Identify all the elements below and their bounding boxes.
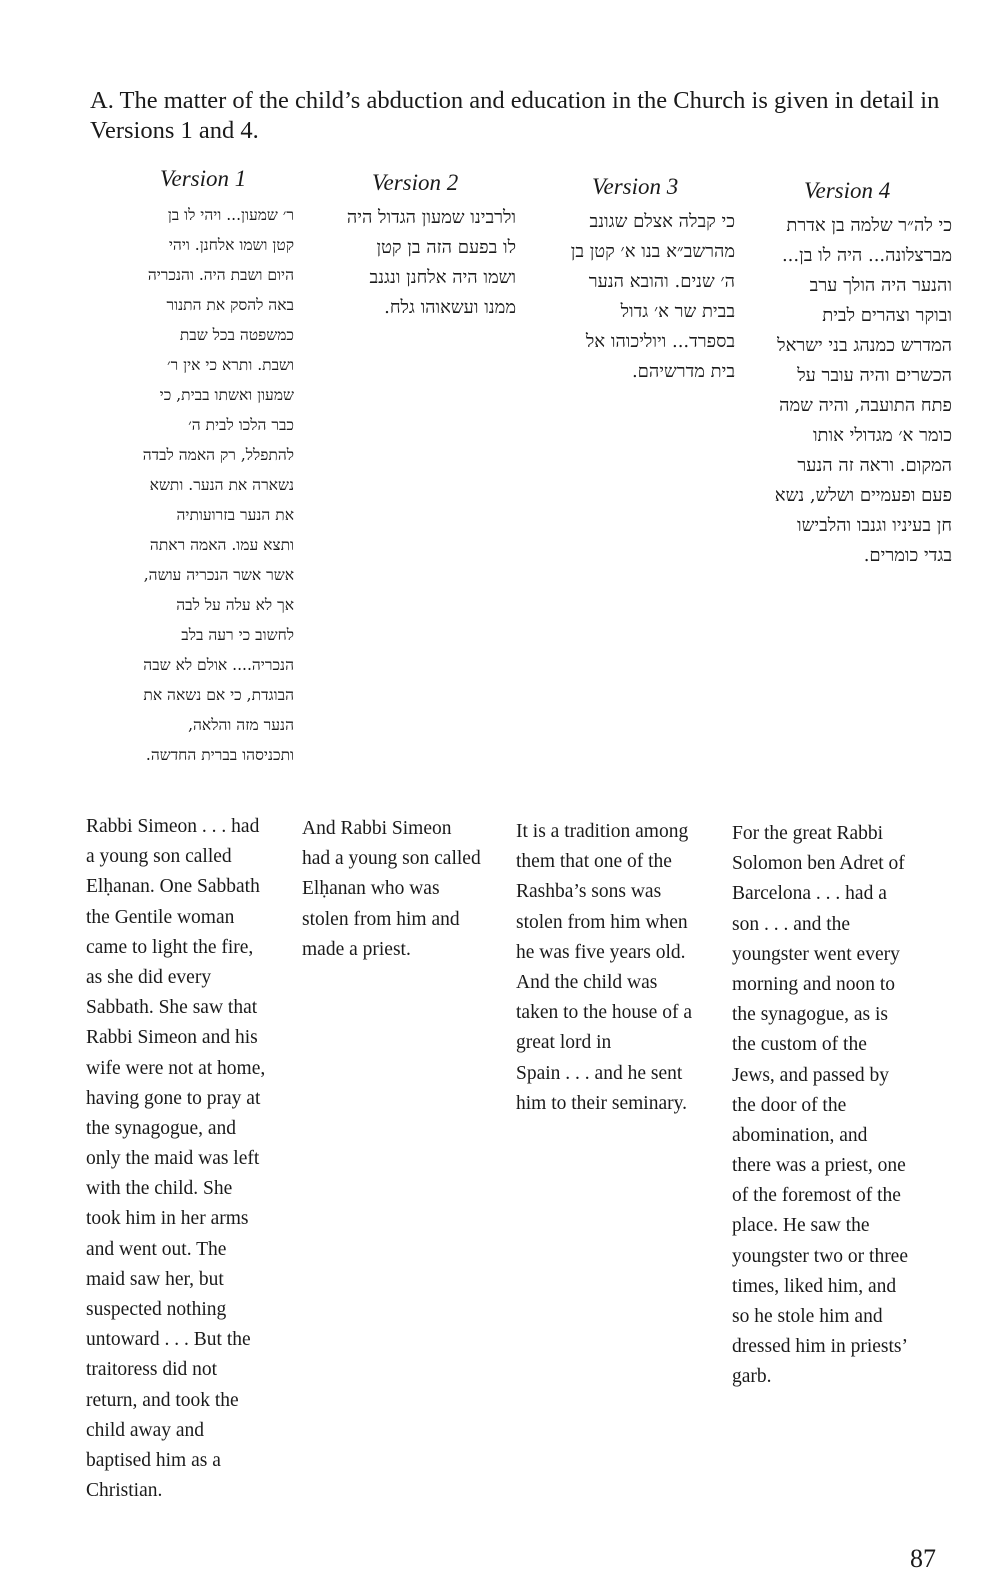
hebrew-line: בספרד... ויוליכוהו אל — [585, 331, 735, 352]
english-line: a young son called — [86, 846, 232, 868]
version-2-english-text — [302, 814, 512, 965]
english-line: child away and — [86, 1419, 205, 1441]
hebrew-line: הנכריה.... אולם לא שבה — [143, 656, 294, 674]
hebrew-line: פתח התועבה, והיה שמה — [779, 395, 952, 416]
hebrew-line: קטן ושמו אלחנן. ויהי — [168, 236, 294, 254]
english-line: Elḥanan. One Sabbath — [86, 876, 260, 898]
version-4-hebrew-text — [742, 211, 952, 571]
english-line: them that one of the — [516, 851, 672, 873]
hebrew-line: לחשוב כי רעה בלב — [181, 626, 294, 644]
english-line: Barcelona . . . had a — [732, 883, 887, 905]
page-number: 87 — [910, 1544, 936, 1573]
hebrew-line: לו בפעם הזה בן קטן — [376, 237, 516, 258]
english-line: maid saw her, but — [86, 1268, 224, 1290]
english-line: Solomon ben Adret of — [732, 853, 905, 875]
english-line: so he stole him and — [732, 1306, 883, 1327]
english-line: times, liked him, and — [732, 1275, 897, 1297]
version-3-english-text — [516, 817, 726, 1119]
hebrew-line: אשר אשר הנכריה עושה, — [143, 566, 294, 584]
english-line: untoward . . . But the — [86, 1329, 251, 1351]
english-line: took him in her arms — [86, 1208, 249, 1230]
english-line: wife were not at home, — [86, 1057, 266, 1079]
english-line: him to their seminary. — [516, 1092, 687, 1114]
hebrew-line: נשארה את הנער. ותשא — [149, 476, 294, 494]
english-line: morning and noon to — [732, 973, 896, 995]
english-line: return, and took the — [86, 1389, 239, 1411]
english-line: place. He saw the — [732, 1215, 870, 1237]
version-3-heading: Version 3 — [592, 174, 679, 199]
hebrew-line: בבית שר א׳ גדול — [620, 301, 735, 322]
hebrew-line: חן בעיניו וגנבו והלבישו — [797, 515, 952, 536]
english-line: made a priest. — [302, 938, 411, 960]
english-line: as she did every — [86, 966, 212, 988]
hebrew-line: אך לא עלה על לבה — [176, 596, 294, 614]
version-1-english-text — [86, 812, 296, 1506]
hebrew-line: בגדי כומרים. — [863, 545, 952, 566]
english-line: youngster two or three — [732, 1245, 908, 1267]
english-line: Elḥanan who was — [302, 878, 440, 900]
english-line: the Gentile woman — [86, 906, 235, 928]
version-2-hebrew-text — [316, 203, 516, 323]
english-line: the synagogue, and — [86, 1117, 237, 1139]
english-line: garb. — [732, 1366, 772, 1388]
hebrew-line: ותצא עמו. האמה ראתה — [149, 536, 294, 554]
hebrew-line: באה להסק את התנור — [166, 296, 294, 314]
english-line: the synagogue, as is — [732, 1004, 888, 1026]
english-line: Rabbi Simeon . . . had — [86, 816, 260, 837]
english-line: abomination, and — [732, 1124, 868, 1146]
hebrew-line: כי לה״ר שלמה בן אדרת — [786, 215, 952, 236]
english-line: and went out. The — [86, 1238, 227, 1260]
hebrew-line: מהרשב״א בנו א׳ קטן בן — [570, 241, 735, 262]
hebrew-line: כבר הלכו לבית ה׳ — [188, 416, 294, 434]
hebrew-line: המדרש כמנהג בני ישראל — [777, 335, 952, 356]
english-line: Spain . . . and he sent — [516, 1062, 683, 1084]
hebrew-line: מברצלונה... היה לו בן... — [781, 245, 952, 266]
hebrew-line: ה׳ שנים. והובא הנער — [588, 271, 735, 292]
english-line: taken to the house of a — [516, 1002, 692, 1024]
hebrew-line: להתפלל, רק האמה לבדה — [142, 446, 294, 464]
english-line: stolen from him and — [302, 908, 460, 930]
english-line: stolen from him when — [516, 911, 688, 933]
hebrew-line: והנער היה הולך ערב — [809, 275, 952, 296]
hebrew-line: ממנו ועשאוהו גלח. — [384, 297, 516, 318]
english-line: And Rabbi Simeon — [302, 818, 452, 839]
english-line: Christian. — [86, 1480, 163, 1502]
english-line: youngster went every — [732, 943, 900, 965]
english-line: the door of the — [732, 1094, 847, 1116]
english-line: Sabbath. She saw that — [86, 997, 258, 1019]
english-line: son . . . and the — [732, 913, 851, 935]
hebrew-line: את הנער בזרועותיה — [176, 506, 294, 524]
hebrew-line: הכשרים והיה עובר על — [797, 365, 952, 386]
english-line: Rabbi Simeon and his — [86, 1027, 258, 1049]
hebrew-line: המקום. וראה זה הנער — [797, 455, 952, 476]
english-line: Rashba’s sons was — [516, 881, 662, 903]
english-line: had a young son called — [302, 848, 481, 870]
version-1-hebrew-text — [104, 200, 294, 770]
english-line: For the great Rabbi — [732, 823, 884, 844]
english-line: suspected nothing — [86, 1299, 227, 1320]
hebrew-line: כמשפטה בכל שבת — [179, 326, 294, 344]
english-line: with the child. She — [86, 1178, 233, 1200]
english-line: the custom of the — [732, 1034, 867, 1056]
english-line: traitoress did not — [86, 1359, 218, 1381]
hebrew-line: היום ושבת היה. והנכריה — [147, 266, 294, 284]
version-4-heading: Version 4 — [804, 178, 891, 203]
english-line: there was a priest, one — [732, 1155, 906, 1177]
english-line: only the maid was left — [86, 1148, 260, 1170]
hebrew-line: ושמו היה אלחנן ונגנב — [369, 267, 516, 288]
english-line: he was five years old. — [516, 941, 686, 963]
hebrew-line: שמעון ואשתו בבית, כי — [159, 386, 294, 404]
hebrew-line: הבוגדת, כי אם נשאה את — [143, 686, 294, 704]
version-1-heading: Version 1 — [160, 166, 247, 191]
english-line: great lord in — [516, 1032, 612, 1054]
english-line: Jews, and passed by — [732, 1064, 890, 1086]
english-line: of the foremost of the — [732, 1185, 901, 1207]
english-line: baptised him as a — [86, 1449, 221, 1471]
version-2-heading: Version 2 — [372, 170, 459, 195]
hebrew-line: ותכניסהו בברית החדשה. — [145, 746, 294, 764]
version-4-english-text — [732, 819, 952, 1393]
hebrew-line: בית מדרשיהם. — [631, 361, 735, 382]
english-line: having gone to pray at — [86, 1087, 261, 1109]
english-line: And the child was — [516, 971, 658, 993]
intro-paragraph: A. The matter of the child’s abduction and education in the Church is given in detail in Versions 1 and 4. — [90, 87, 940, 144]
english-line: It is a tradition among — [516, 821, 689, 842]
hebrew-line: ובוקר וצהרים לבית — [822, 305, 952, 326]
hebrew-line: כומר א׳ מגדולי אותו — [812, 425, 952, 446]
hebrew-line: ולרבינו שמעון הגדול היה — [346, 207, 516, 228]
hebrew-line: כי קבלה אצלם שגונב — [589, 211, 735, 232]
hebrew-line: הנער מזה והלאה, — [188, 716, 294, 734]
hebrew-line: פעם ופעמיים ושלש, נשא — [774, 485, 952, 506]
english-line: dressed him in priests’ — [732, 1336, 909, 1358]
english-line: came to light the fire, — [86, 936, 254, 958]
version-3-hebrew-text — [535, 207, 735, 387]
hebrew-line: ושבת. ותרא כי אין ר׳ — [167, 356, 294, 374]
hebrew-line: ר׳ שמעון... ויהי לו בן — [167, 206, 294, 224]
